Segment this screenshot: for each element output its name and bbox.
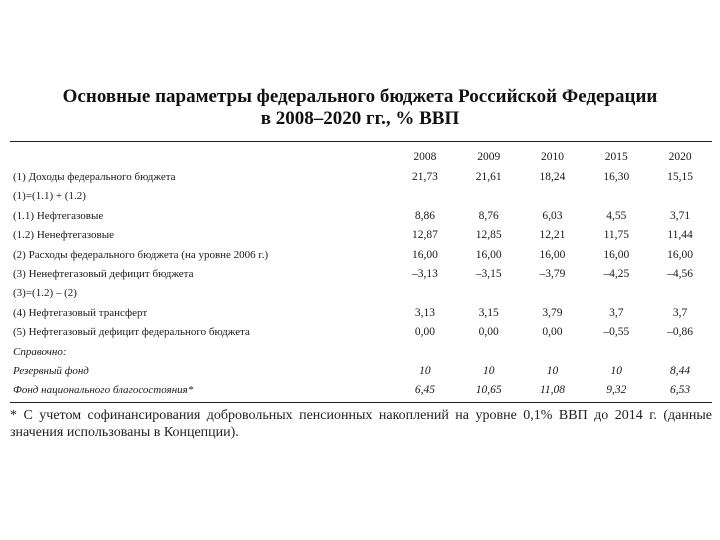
value-cell	[393, 343, 457, 362]
value-cell: 0,00	[478, 326, 499, 339]
year-header: 2010	[540, 151, 564, 164]
table-row	[10, 362, 712, 381]
budget-table	[10, 148, 712, 401]
value-cell: 10,65	[475, 384, 502, 397]
table-row	[10, 246, 712, 265]
row-label: Фонд национального благосостояния*	[13, 384, 194, 397]
value-cell: 3,71	[670, 209, 691, 222]
value-cell: –3,13	[411, 268, 438, 281]
table-row	[10, 323, 712, 342]
value-cell: 3,79	[542, 306, 563, 319]
value-cell: –0,55	[603, 326, 630, 339]
value-cell: 8,76	[478, 209, 499, 222]
value-cell	[521, 343, 585, 362]
value-cell: 11,44	[667, 229, 693, 242]
value-cell: 3,7	[672, 306, 688, 319]
value-cell: 15,15	[667, 171, 694, 183]
row-label: (2) Расходы федерального бюджета (на уровне 2006 г.)	[13, 248, 269, 261]
value-cell: 4,55	[606, 209, 627, 222]
value-cell	[648, 343, 712, 362]
value-cell: 10	[419, 365, 431, 378]
value-cell: 11,75	[603, 229, 630, 242]
table-row	[10, 207, 712, 226]
title-line-1: Основные параметры федерального бюджета Российской Федерации	[62, 86, 658, 107]
value-cell	[457, 187, 521, 206]
value-cell: 3,15	[478, 306, 499, 319]
value-cell	[521, 187, 585, 206]
value-cell: 0,00	[414, 326, 435, 339]
value-cell: 9,32	[606, 384, 627, 397]
value-cell: 11,08	[539, 384, 565, 397]
value-cell: 6,03	[542, 209, 563, 222]
table-row	[10, 284, 712, 303]
value-cell: 16,00	[603, 248, 630, 261]
row-label: (5) Нефтегазовый дефицит федерального бюджета	[13, 326, 250, 339]
value-cell	[393, 284, 457, 303]
value-cell: 21,61	[475, 171, 502, 183]
value-cell: 10	[610, 365, 623, 378]
value-cell: 12,21	[539, 229, 566, 242]
value-cell: 16,00	[411, 248, 438, 261]
header-row	[10, 148, 712, 168]
table-row	[10, 168, 712, 187]
row-label: (1.2) Ненефтегазовые	[13, 229, 115, 242]
value-cell: –4,56	[667, 268, 694, 281]
value-cell	[584, 284, 648, 303]
value-cell	[648, 284, 712, 303]
value-cell	[521, 284, 585, 303]
table-row	[10, 187, 712, 206]
value-cell	[648, 187, 712, 206]
value-cell: 12,85	[475, 229, 502, 242]
table-title	[0, 86, 720, 130]
year-header: 2020	[668, 151, 692, 164]
table-body	[10, 168, 712, 401]
value-cell: 3,13	[414, 306, 435, 319]
value-cell	[457, 284, 521, 303]
row-label: (1)=(1.1) + (1.2)	[13, 190, 86, 203]
row-label: (1) Доходы федерального бюджета	[13, 171, 176, 183]
value-cell: 3,7	[609, 306, 624, 319]
row-label: (4) Нефтегазовый трансферт	[13, 306, 148, 319]
value-cell: 0,00	[542, 326, 563, 339]
value-cell: –0,86	[667, 326, 694, 339]
value-cell: 21,73	[411, 171, 438, 183]
row-label: (3) Ненефтегазовый дефицит бюджета	[13, 268, 194, 281]
value-cell: 18,24	[539, 171, 566, 183]
bottom-rule	[10, 402, 712, 403]
year-header: 2008	[413, 151, 437, 164]
value-cell: 16,00	[539, 248, 566, 261]
value-cell: –3,79	[539, 268, 566, 281]
footnote: * С учетом софинансирования добровольных пенсионных накоплений на уровне 0,1% ВВП до 2014 г. (данные значения использованы в Концепции).	[10, 408, 712, 440]
table-row	[10, 343, 712, 362]
table-row	[10, 265, 712, 284]
year-header: 2015	[604, 151, 628, 164]
value-cell: 6,53	[670, 384, 691, 397]
header-label-cell	[10, 148, 393, 168]
row-label: (1.1) Нефтегазовые	[13, 209, 104, 222]
row-label: (3)=(1.2) – (2)	[13, 287, 77, 300]
row-label: Справочно:	[13, 345, 67, 358]
value-cell: 8,44	[670, 365, 691, 378]
year-header: 2009	[477, 151, 501, 164]
value-cell: 16,00	[667, 248, 694, 261]
table-row	[10, 304, 712, 323]
value-cell: 10	[482, 365, 495, 378]
value-cell	[457, 343, 521, 362]
value-cell: 12,87	[411, 229, 438, 242]
title-line-2: в 2008–2020 гг., % ВВП	[260, 108, 460, 129]
value-cell: 16,30	[603, 171, 630, 183]
row-label: Резервный фонд	[13, 365, 89, 378]
top-rule	[10, 141, 712, 142]
value-cell: 16,00	[475, 248, 502, 261]
value-cell: –4,25	[603, 268, 630, 281]
value-cell	[584, 187, 648, 206]
value-cell: 6,45	[414, 384, 435, 397]
value-cell	[584, 343, 648, 362]
value-cell: 8,86	[414, 209, 435, 222]
value-cell: –3,15	[475, 268, 502, 281]
value-cell	[393, 187, 457, 206]
value-cell: 10	[546, 365, 559, 378]
table-row	[10, 381, 712, 400]
table-row	[10, 226, 712, 245]
